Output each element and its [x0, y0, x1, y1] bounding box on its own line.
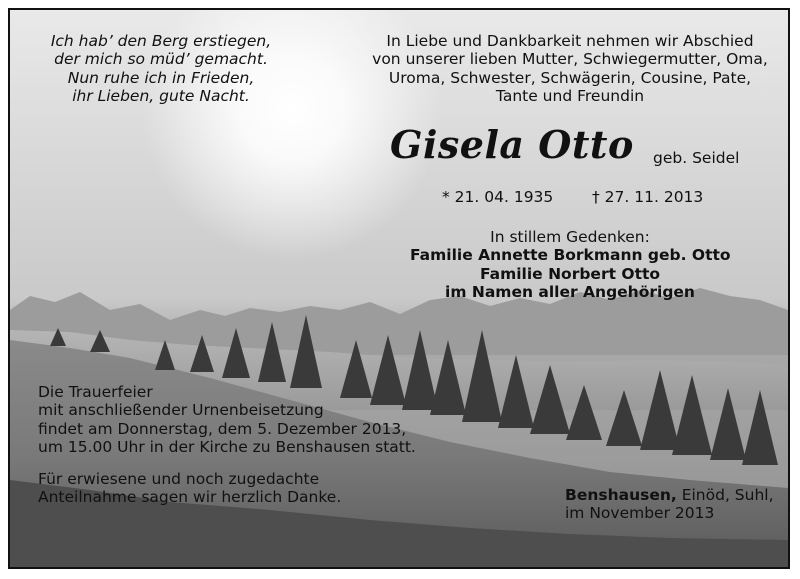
poem-line: ihr Lieben, gute Nacht. [72, 86, 250, 105]
place-and-date [565, 486, 790, 523]
funeral-info [38, 383, 458, 456]
thanks-note [38, 470, 458, 507]
place-others: Einöd, Suhl, [676, 486, 774, 504]
poem [36, 32, 286, 105]
mourners-heading: In stillem Gedenken: [490, 228, 650, 246]
notice-date: im November 2013 [565, 504, 715, 523]
poem-line: der mich so müd’ gemacht. [54, 50, 268, 69]
thanks-line: Für erwiesene und noch zugedachte [38, 470, 320, 488]
mourner-family: Familie Norbert Otto [479, 264, 661, 283]
place-line [565, 486, 790, 504]
obituary-notice [8, 8, 790, 569]
funeral-line: Die Trauerfeier [38, 383, 153, 401]
funeral-line: findet am Donnerstag, dem 5. Dezember 2013, [38, 419, 407, 438]
intro-line: von unserer lieben Mutter, Schwiegermutter, Oma, [372, 50, 768, 69]
farewell-intro [370, 32, 770, 105]
funeral-line: mit anschließender Urnenbeisetzung [38, 401, 324, 420]
place-town: Benshausen, [565, 486, 677, 504]
death-date: † 27. 11. 2013 [592, 188, 704, 206]
birth-name: geb. Seidel [653, 149, 740, 167]
mourners-block [410, 228, 730, 301]
funeral-line: um 15.00 Uhr in der Kirche zu Benshausen statt. [38, 437, 416, 456]
poem-line: Nun ruhe ich in Frieden, [67, 68, 255, 87]
mourner-relatives: im Namen aller Angehörigen [445, 282, 695, 301]
deceased-name: Gisela Otto [390, 122, 634, 167]
intro-line: Tante und Freundin [495, 86, 645, 105]
mourner-family: Familie Annette Borkmann geb. Otto [410, 246, 731, 265]
intro-line: Uroma, Schwester, Schwägerin, Cousine, Pate, [388, 68, 752, 87]
intro-line: In Liebe und Dankbarkeit nehmen wir Abschied [386, 32, 754, 50]
thanks-line: Anteilnahme sagen wir herzlich Danke. [38, 488, 342, 507]
poem-line: Ich hab’ den Berg erstiegen, [50, 32, 272, 50]
birth-date: * 21. 04. 1935 [442, 188, 554, 206]
